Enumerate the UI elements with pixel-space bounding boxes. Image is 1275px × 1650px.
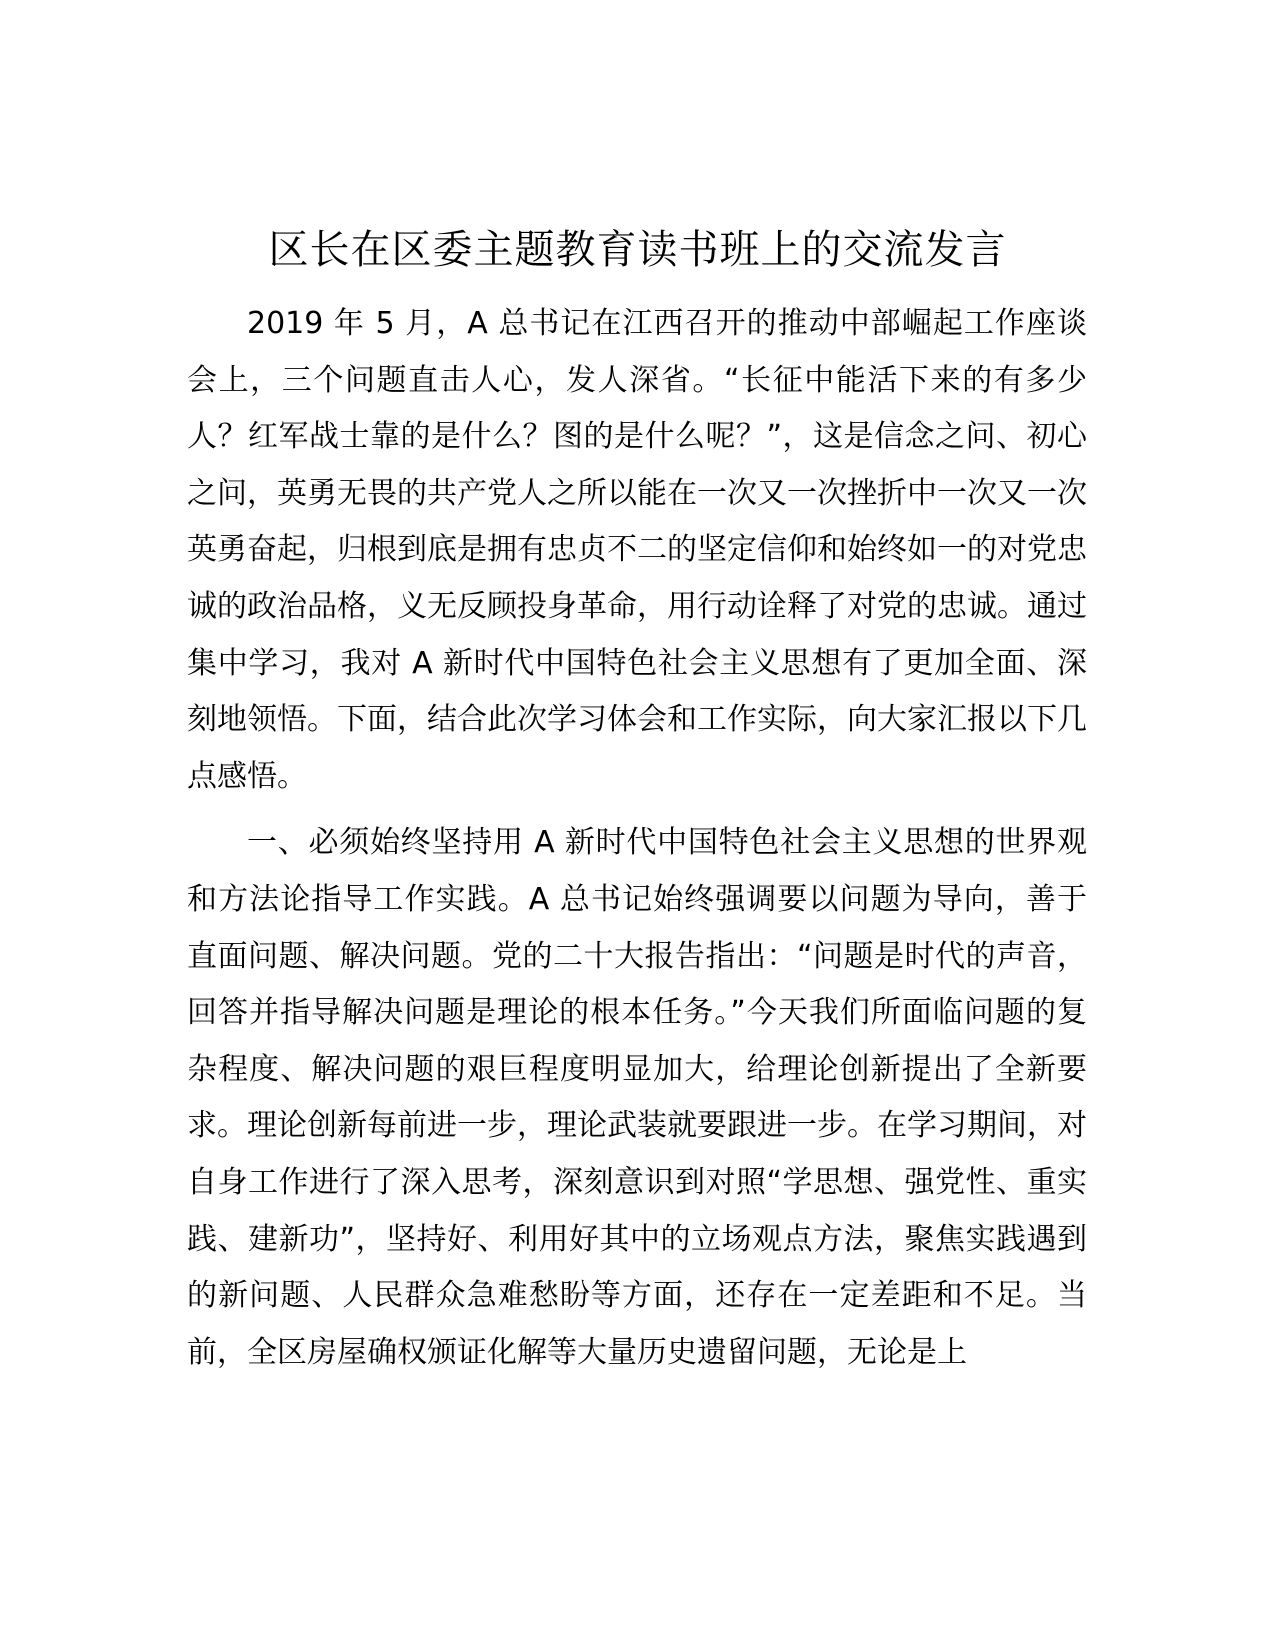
document-body [187, 296, 1087, 1381]
document-title: 区长在区委主题教育读书班上的交流发言 [268, 227, 1007, 273]
paragraph-intro: 2019 年 5 月，A 总书记在江西召开的推动中部崛起工作座谈会上，三个问题直击人心，发人深省。“长征中能活下来的有多少人？红军战士靠的是什么？图的是什么呢？”，这是信念之问、初心之问，英勇无畏的共产党人之所以能在一次又一次挫折中一次又一次英勇奋起，归根到底是拥有忠贞不二的坚定信仰和始终如一的对党忠诚的政治品格，义无反顾投身革命，用行动诠释了对党的忠诚。通过集中学习，我对 A 新时代中国特色社会主义思想有了更加全面、深刻地领悟。下面，结合此次学习体会和工作实际，向大家汇报以下几点感悟。 [187, 306, 1087, 794]
paragraph-section-one: 一、必须始终坚持用 A 新时代中国特色社会主义思想的世界观和方法论指导工作实践。A 总书记始终强调要以问题为导向，善于直面问题、解决问题。党的二十大报告指出：“问题是时代的声音，回答并指导解决问题是理论的根本任务。”今天我们所面临问题的复杂程度、解决问题的艰巨程度明显加大，给理论创新提出了全新要求。理论创新每前进一步，理论武装就要跟进一步。在学习期间，对自身工作进行了深入思考，深刻意识到对照“学思想、强党性、重实践、建新功”，坚持好、利用好其中的立场观点方法，聚焦实践遇到的新问题、人民群众急难愁盼等方面，还存在一定差距和不足。当前，全区房屋确权颁证化解等大量历史遗留问题，无论是上 [187, 825, 1087, 1370]
